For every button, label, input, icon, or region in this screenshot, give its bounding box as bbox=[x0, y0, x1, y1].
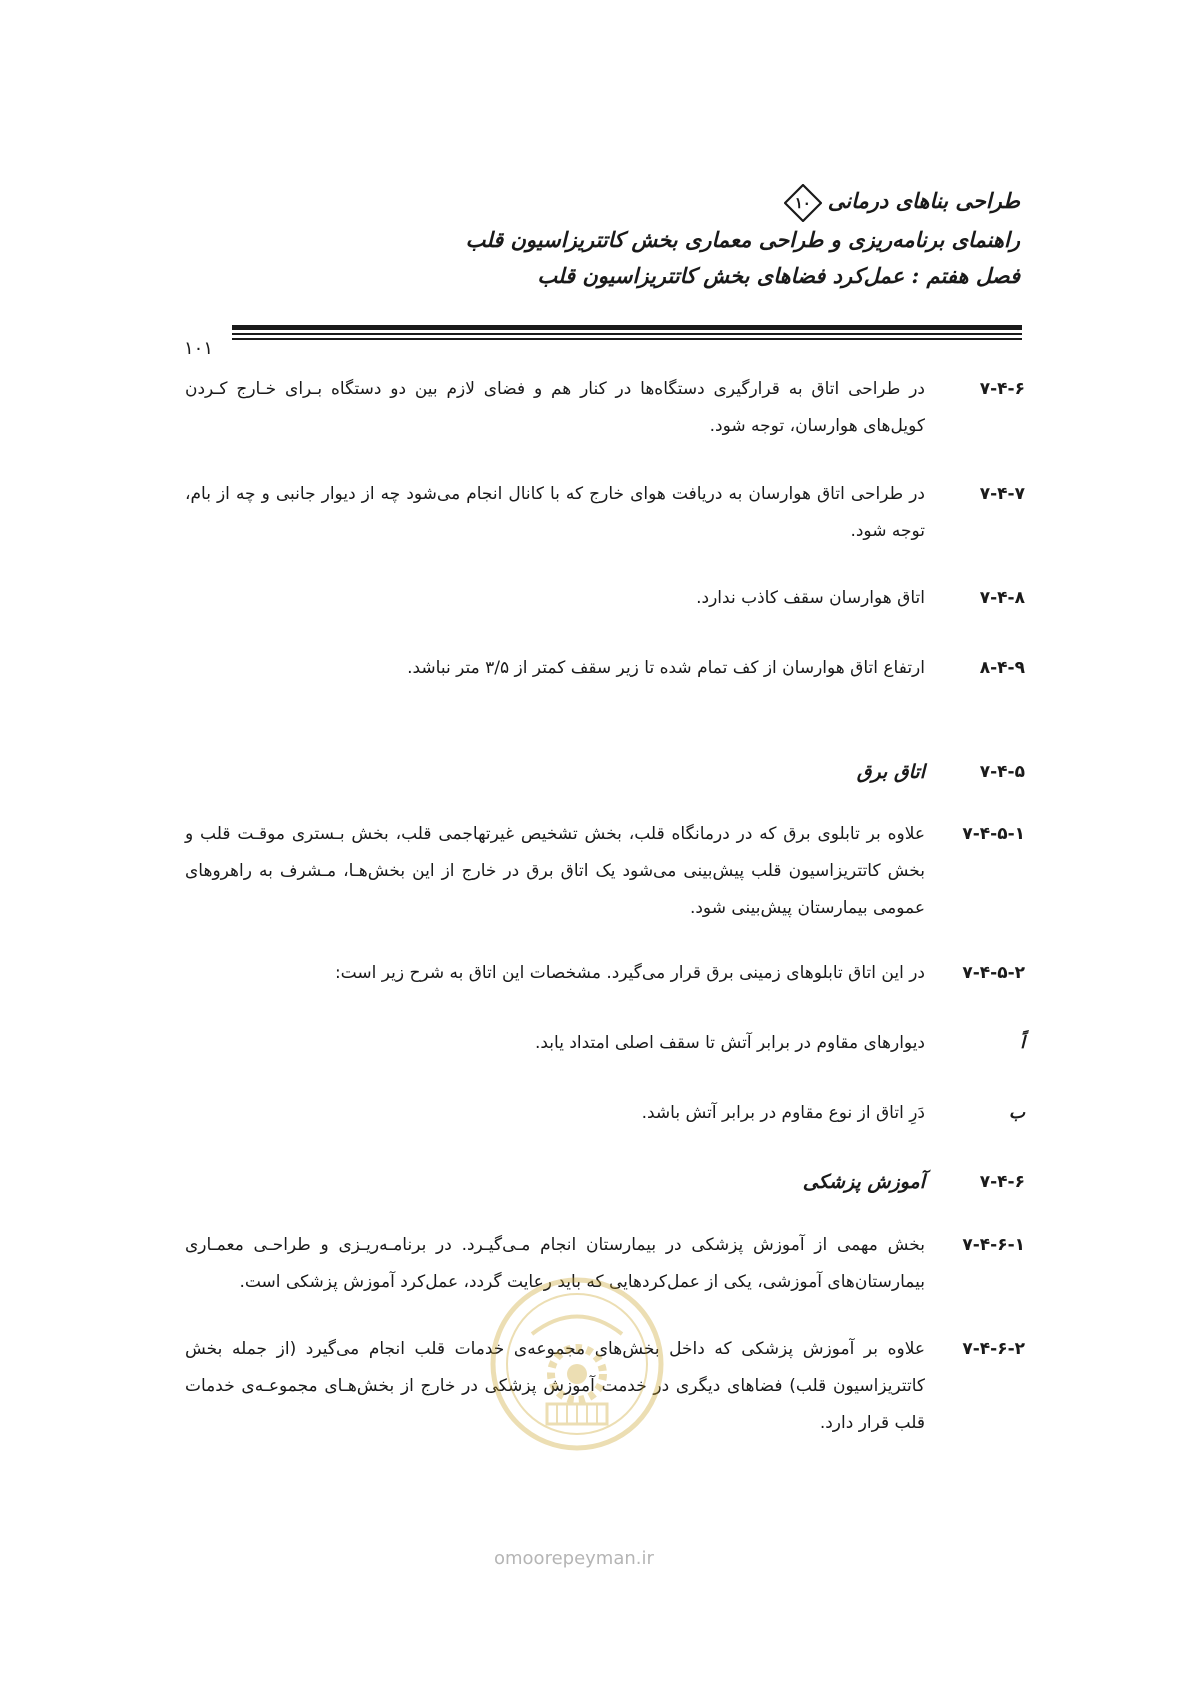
clause-text: در طراحی اتاق هوارسان به دریافت هوای خارج که با کانال انجام می‌شود چه از دیوار جانبی و چه از بام، توجه شود. bbox=[185, 484, 925, 541]
clause-number: ۷-۴-۵-۲ bbox=[962, 963, 1025, 983]
header-line-1 bbox=[466, 183, 1020, 222]
clause-item bbox=[185, 816, 1025, 927]
sub-item-text: دَرِ اتاق از نوع مقاوم در برابر آتش باشد. bbox=[641, 1103, 925, 1123]
clause-text: علاوه بر تابلوی برق که در درمانگاه قلب، بخش تشخیص غیرتهاجمی قلب، بخش بـستری موقـت قلب و بخش کاتتریزاسیون قلب پیش‌بینی می‌شود یک اتاق برق در خارج از این بخش‌هـا، مـشرف به راهروهای عمومی بیمارستان پیش‌بینی شود. bbox=[185, 824, 925, 918]
clause-number: ۷-۴-۷ bbox=[979, 484, 1025, 504]
clause-text: بخش مهمی از آموزش پزشکی در بیمارستان انجام مـی‌گیـرد. در برنامـه‌ریـزی و طراحـی معمـاری بیمارستان‌های آموزشی، یکی از عمل‌کردهایی که باید رعایت گردد، عمل‌کرد آموزش پزشکی است. bbox=[185, 1235, 925, 1292]
header-rule-thin bbox=[232, 333, 1022, 335]
sub-item bbox=[185, 1095, 1025, 1132]
clause-number: ۷-۴-۸ bbox=[979, 588, 1025, 608]
header-rule-thick bbox=[232, 325, 1022, 330]
section-number: ۷-۴-۵ bbox=[979, 762, 1025, 782]
clause-item bbox=[185, 371, 1025, 445]
clause-number: ۷-۴-۵-۱ bbox=[962, 824, 1025, 844]
header-rule-thin bbox=[232, 338, 1022, 340]
clause-text: علاوه بر آموزش پزشکی که داخل بخش‌های مجموعه‌ی خدمات قلب انجام می‌گیرد (از جمله بخش کاتتریزاسیون قلب) فضاهای دیگری در خدمت آموزش پزشکی در خارج از بخش‌هـای مجموعـه‌ی خدمات قلب قرار دارد. bbox=[185, 1339, 925, 1433]
clause-text: در این اتاق تابلوهای زمینی برق قرار می‌گیرد. مشخصات این اتاق به شرح زیر است: bbox=[334, 963, 925, 983]
clause-number: ۷-۴-۶-۱ bbox=[962, 1235, 1025, 1255]
section-number: ۷-۴-۶ bbox=[979, 1172, 1025, 1192]
clause-text: ارتفاع اتاق هوارسان از کف تمام شده تا زیر سقف کمتر از ۳/۵ متر نباشد. bbox=[407, 658, 925, 678]
sub-item-letter: اً bbox=[1020, 1033, 1025, 1053]
sub-item-letter: ب bbox=[1008, 1103, 1025, 1123]
header-line-2: راهنمای برنامه‌ریزی و طراحی معماری بخش کاتتریزاسیون قلب bbox=[465, 226, 1020, 252]
section-heading bbox=[185, 1164, 1025, 1201]
clause-item bbox=[185, 955, 1025, 992]
page-number: ۱۰۱ bbox=[184, 338, 214, 359]
section-title: اتاق برق bbox=[856, 761, 925, 783]
clause-item bbox=[185, 580, 1025, 617]
header-line-3: فصل هفتم : عمل‌کرد فضاهای بخش کاتتریزاسیون قلب bbox=[537, 262, 1020, 288]
watermark-site: omoorepeyman.ir bbox=[494, 1548, 654, 1569]
section-heading bbox=[185, 754, 1025, 791]
clause-number: ۸-۴-۹ bbox=[979, 658, 1025, 678]
section-title: آموزش پزشکی bbox=[802, 1171, 925, 1193]
clause-text: اتاق هوارسان سقف کاذب ندارد. bbox=[696, 588, 925, 608]
clause-text: در طراحی اتاق به قرارگیری دستگاه‌ها در کنار هم و فضای لازم بین دو دستگاه بـرای خـارج کـردن کویل‌های هوارسان، توجه شود. bbox=[185, 379, 925, 436]
clause-item bbox=[185, 650, 1025, 687]
clause-number: ۷-۴-۶ bbox=[979, 379, 1025, 399]
header-book-title: طراحی بناهای درمانی bbox=[827, 188, 1020, 213]
page-header bbox=[466, 183, 1020, 294]
volume-badge bbox=[784, 184, 822, 222]
sub-item-text: دیوارهای مقاوم در برابر آتش تا سقف اصلی امتداد یابد. bbox=[534, 1033, 925, 1053]
watermark-logo bbox=[487, 1274, 667, 1454]
sub-item bbox=[185, 1025, 1025, 1062]
clause-item bbox=[185, 476, 1025, 550]
clause-number: ۷-۴-۶-۲ bbox=[962, 1339, 1025, 1359]
volume-number: ۱۰ bbox=[794, 193, 811, 212]
